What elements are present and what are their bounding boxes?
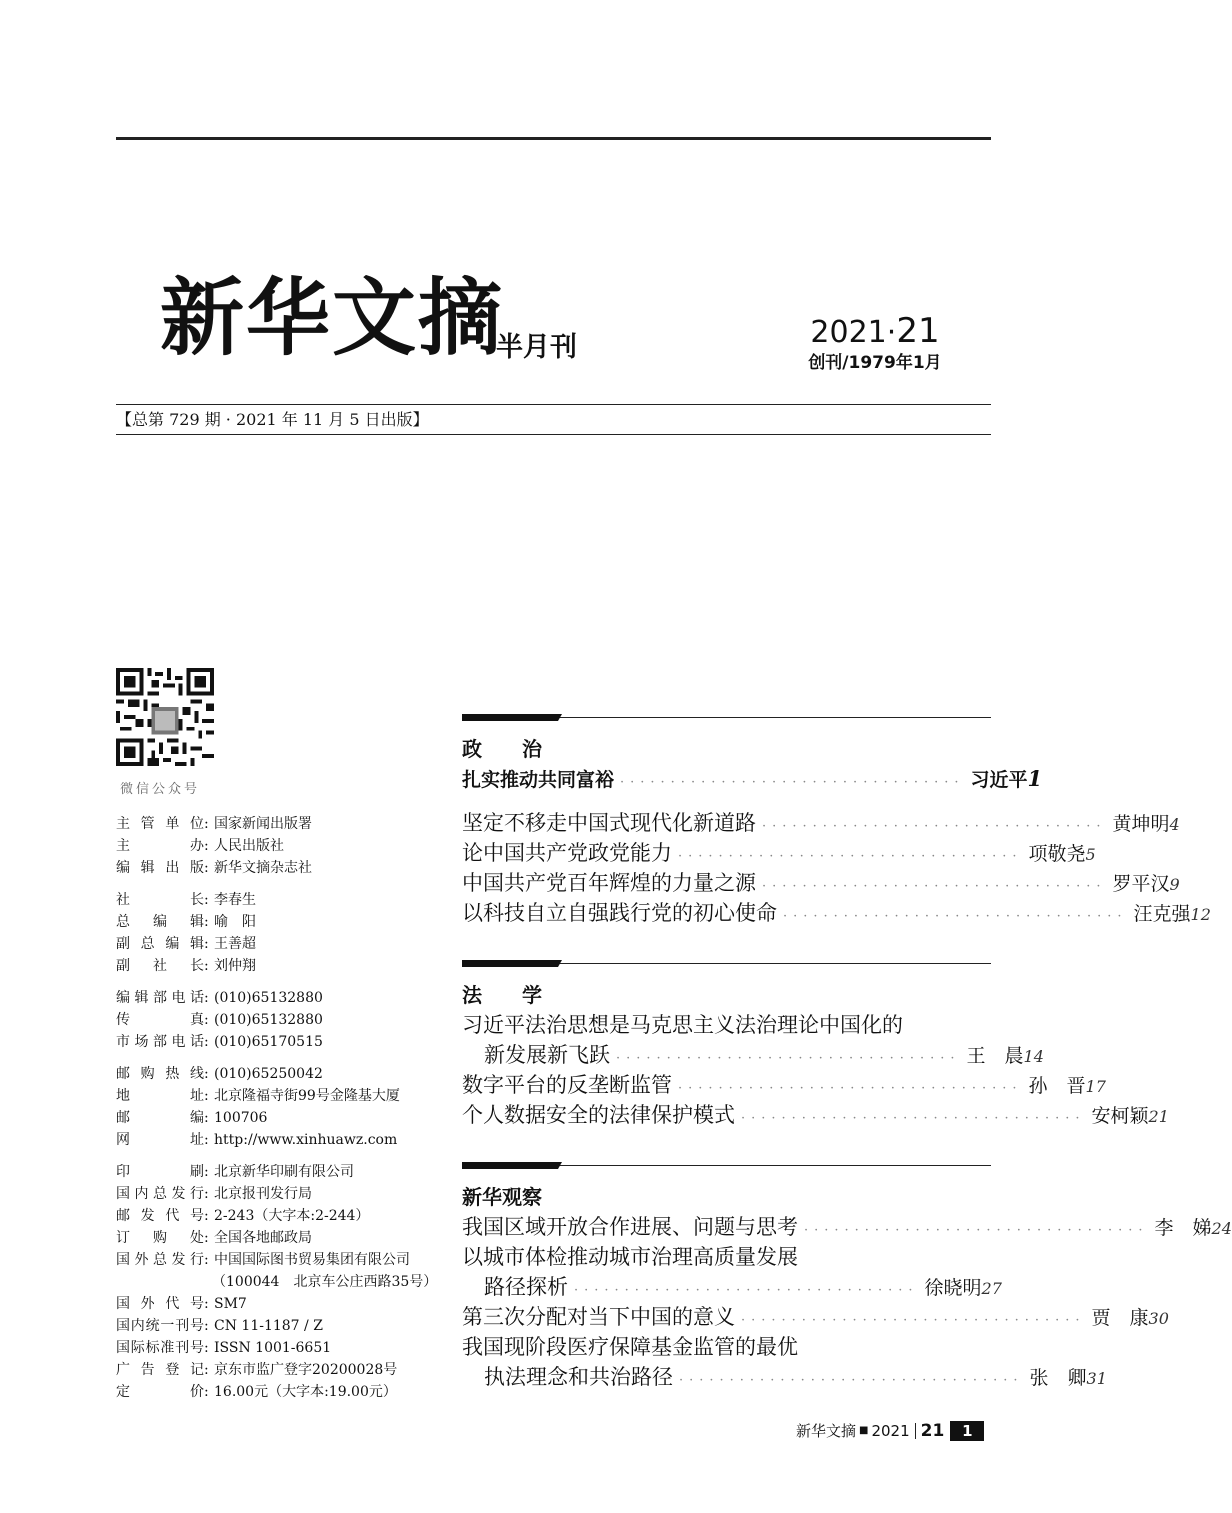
info-row <box>116 911 451 933</box>
qr-code-label: 微信公众号 <box>120 782 201 797</box>
info-row <box>116 1271 451 1293</box>
leader-dots: ·································· <box>678 1081 1023 1096</box>
leader-dots: ·································· <box>678 849 1023 864</box>
footer-volume: 21 <box>920 1421 945 1441</box>
entry-title-line[interactable]: 我国现阶段医疗保障基金监管的最优 <box>462 1335 798 1359</box>
info-colon: : <box>204 1384 209 1400</box>
info-row <box>116 857 451 879</box>
publication-info <box>116 813 451 1413</box>
info-colon: : <box>204 958 209 974</box>
issue-no: 21 <box>896 311 940 351</box>
entry-page: 21 <box>1148 1107 1169 1126</box>
info-colon: : <box>204 914 209 930</box>
footer-year: 2021 <box>871 1422 910 1440</box>
entry-title: 新发展新飞跃 <box>484 1043 610 1067</box>
info-value: 北京新华印刷有限公司 <box>214 1164 354 1180</box>
info-value: 北京隆福寺街99号金隆基大厦 <box>214 1088 400 1104</box>
footer-magazine-name: 新华文摘 <box>796 1422 857 1440</box>
toc-section-law <box>462 960 1169 1130</box>
info-label: 定价 <box>116 1384 204 1400</box>
entry-title: 执法理念和共治路径 <box>484 1365 673 1389</box>
info-value: (010)65132880 <box>214 1012 323 1028</box>
entry-author: 贾 康 <box>1091 1307 1149 1329</box>
info-row <box>116 889 451 911</box>
info-value: 中国国际图书贸易集团有限公司 <box>214 1252 410 1268</box>
entry-title: 坚定不移走中国式现代化新道路 <box>462 811 756 835</box>
section-heading: 法 学 <box>462 983 542 1007</box>
info-label: 编辑出版 <box>116 860 204 876</box>
entry-author: 孙 晋 <box>1028 1075 1086 1097</box>
info-colon: : <box>204 892 209 908</box>
entry-title: 第三次分配对当下中国的意义 <box>462 1305 735 1329</box>
entry-page: 12 <box>1190 905 1211 924</box>
info-group-phone <box>116 987 451 1053</box>
edition-line: 【总第 729 期 · 2021 年 11 月 5 日出版】 <box>116 410 429 429</box>
info-colon: : <box>204 1230 209 1246</box>
info-value: （100044 北京车公庄西路35号） <box>212 1274 438 1290</box>
info-row <box>116 955 451 977</box>
info-value: (010)65170515 <box>214 1034 323 1050</box>
toc-entry[interactable] <box>462 1040 1044 1070</box>
entry-page: 17 <box>1085 1077 1106 1096</box>
website-link[interactable]: http://www.xinhuawz.com <box>214 1132 398 1148</box>
leader-dots: ·································· <box>741 1111 1086 1126</box>
toc-entry[interactable] <box>462 898 1211 928</box>
info-label: 国外代号 <box>116 1296 204 1312</box>
info-label: 订购处 <box>116 1230 204 1246</box>
info-label: 广告登记 <box>116 1362 204 1378</box>
info-label: 国际标准刊号 <box>116 1340 204 1356</box>
info-row <box>116 1205 451 1227</box>
info-label: 市场部电话 <box>116 1034 204 1050</box>
entry-title: 中国共产党百年辉煌的力量之源 <box>462 871 756 895</box>
leader-dots: ·································· <box>620 775 965 790</box>
info-row <box>116 1063 451 1085</box>
info-group-distribution <box>116 1161 451 1403</box>
info-value: 刘仲翔 <box>214 958 256 974</box>
info-value: 16.00元（大字本:19.00元） <box>214 1384 397 1400</box>
info-label: 主办 <box>116 838 204 854</box>
section-bar <box>462 714 991 722</box>
info-row <box>116 1085 451 1107</box>
toc-entry[interactable] <box>462 838 1096 868</box>
info-label: 传真 <box>116 1012 204 1028</box>
entry-page: 30 <box>1148 1309 1169 1328</box>
info-row <box>116 1227 451 1249</box>
issue-block <box>790 312 960 374</box>
info-value: 人民出版社 <box>214 838 284 854</box>
entry-author: 习近平 <box>970 769 1028 791</box>
info-label: 邮编 <box>116 1110 204 1126</box>
entry-author: 王 晨 <box>966 1045 1024 1067</box>
info-row <box>116 1293 451 1315</box>
info-colon: : <box>204 1012 209 1028</box>
info-label: 邮发代号 <box>116 1208 204 1224</box>
info-colon: : <box>204 1340 209 1356</box>
leader-dots: ·································· <box>679 1373 1024 1388</box>
issue-year: 2021· <box>810 315 897 350</box>
magazine-title: 新华文摘 <box>160 269 505 367</box>
entry-author: 安柯颖 <box>1091 1105 1149 1127</box>
info-colon: : <box>204 860 209 876</box>
info-colon: : <box>204 838 209 854</box>
entry-title-line[interactable]: 习近平法治思想是马克思主义法治理论中国化的 <box>462 1013 903 1037</box>
info-colon: : <box>204 936 209 952</box>
info-colon: : <box>204 816 209 832</box>
section-heading: 新华观察 <box>462 1185 542 1209</box>
info-label: 国外总发行 <box>116 1252 204 1268</box>
toc-section-politics <box>462 714 1211 928</box>
info-label: 副社长 <box>116 958 204 974</box>
leader-dots: ·································· <box>574 1283 919 1298</box>
issue-number <box>790 312 960 352</box>
info-row <box>116 835 451 857</box>
top-rule <box>116 137 991 140</box>
toc-entry[interactable] <box>462 1362 1107 1392</box>
info-colon: : <box>204 1088 209 1104</box>
info-colon: : <box>204 1318 209 1334</box>
leader-dots: ·································· <box>762 819 1107 834</box>
info-colon: : <box>204 1252 209 1268</box>
section-bar <box>462 960 991 968</box>
qr-code-icon[interactable] <box>116 668 214 766</box>
leader-dots: ·································· <box>783 909 1128 924</box>
info-value: 全国各地邮政局 <box>214 1230 312 1246</box>
info-colon: : <box>204 1164 209 1180</box>
edition-rule-bottom <box>116 434 991 435</box>
info-row <box>116 1009 451 1031</box>
entry-title: 以科技自立自强践行党的初心使命 <box>462 901 777 925</box>
section-bar <box>462 1162 991 1170</box>
toc-entry-lead[interactable] <box>462 764 1043 794</box>
info-label: 社长 <box>116 892 204 908</box>
info-label: 国内总发行 <box>116 1186 204 1202</box>
leader-dots: ·································· <box>804 1223 1149 1238</box>
magazine-subtitle: 半月刊 <box>496 332 577 363</box>
info-group-publisher <box>116 813 451 879</box>
info-row <box>116 1107 451 1129</box>
info-row <box>116 987 451 1009</box>
entry-page: 27 <box>981 1279 1002 1298</box>
leader-dots: ·································· <box>741 1313 1086 1328</box>
spacer <box>462 1130 991 1162</box>
info-label: 地址 <box>116 1088 204 1104</box>
entry-author: 项敬尧 <box>1028 843 1086 865</box>
info-label: 编辑部电话 <box>116 990 204 1006</box>
toc-entry[interactable] <box>462 1212 1232 1242</box>
info-value: 王善超 <box>214 936 256 952</box>
page-footer <box>796 1420 984 1442</box>
info-value: 喻 阳 <box>214 914 256 930</box>
entry-title: 论中国共产党政党能力 <box>462 841 672 865</box>
entry-author: 李 娣 <box>1154 1217 1212 1239</box>
edition-rule-top <box>116 404 991 405</box>
info-value: CN 11-1187 / Z <box>214 1318 323 1334</box>
info-row <box>116 813 451 835</box>
toc-entry[interactable] <box>462 868 1180 898</box>
entry-title: 我国区域开放合作进展、问题与思考 <box>462 1215 798 1239</box>
toc-entry[interactable] <box>462 1272 1002 1302</box>
info-label: 副总编辑 <box>116 936 204 952</box>
info-colon: : <box>204 1186 209 1202</box>
info-row <box>116 1031 451 1053</box>
info-row <box>116 933 451 955</box>
leader-dots: ·································· <box>762 879 1107 894</box>
entry-author: 黄坤明 <box>1112 813 1170 835</box>
info-row <box>116 1359 451 1381</box>
info-row <box>116 1337 451 1359</box>
info-colon: : <box>204 1110 209 1126</box>
info-value: 100706 <box>214 1110 268 1126</box>
footer-square-icon: ■ <box>859 1425 869 1436</box>
info-value: ISSN 1001-6651 <box>214 1340 332 1356</box>
info-label: 主管单位 <box>116 816 204 832</box>
info-value: 新华文摘杂志社 <box>214 860 312 876</box>
table-of-contents <box>462 714 1232 1392</box>
info-value: 2-243（大字本:2-244） <box>214 1208 370 1224</box>
entry-page: 9 <box>1169 875 1180 894</box>
founded-date: 创刊/1979年1月 <box>808 353 942 373</box>
leader-dots: ·································· <box>616 1051 961 1066</box>
info-value: (010)65250042 <box>214 1066 323 1082</box>
entry-author: 张 卿 <box>1029 1367 1087 1389</box>
info-colon: : <box>204 1066 209 1082</box>
info-colon: : <box>204 1362 209 1378</box>
info-label: 网址 <box>116 1132 204 1148</box>
entry-page: 31 <box>1086 1369 1107 1388</box>
toc-entry[interactable] <box>462 1100 1169 1130</box>
info-colon: : <box>204 1132 209 1148</box>
info-group-address <box>116 1063 451 1151</box>
info-label: 印刷 <box>116 1164 204 1180</box>
info-row <box>116 1183 451 1205</box>
toc-entry[interactable] <box>462 1070 1106 1100</box>
section-heading: 政 治 <box>462 737 542 761</box>
entry-author: 罗平汉 <box>1112 873 1170 895</box>
entry-author: 徐晓明 <box>924 1277 982 1299</box>
info-value: 京东市监广登字20200028号 <box>214 1362 398 1378</box>
footer-divider <box>915 1423 916 1439</box>
info-value: SM7 <box>214 1296 247 1312</box>
info-value: (010)65132880 <box>214 990 323 1006</box>
info-row <box>116 1129 451 1151</box>
info-row <box>116 1315 451 1337</box>
info-row <box>116 1161 451 1183</box>
entry-title: 扎实推动共同富裕 <box>462 769 615 791</box>
info-label: 国内统一刊号 <box>116 1318 204 1334</box>
footer-page-number: 1 <box>950 1421 984 1441</box>
entry-title: 个人数据安全的法律保护模式 <box>462 1103 735 1127</box>
info-value: 李春生 <box>214 892 256 908</box>
info-group-staff <box>116 889 451 977</box>
entry-title: 路径探析 <box>484 1275 568 1299</box>
toc-entry[interactable] <box>462 1302 1169 1332</box>
entry-title: 数字平台的反垄断监管 <box>462 1073 672 1097</box>
info-row <box>116 1249 451 1271</box>
info-row <box>116 1381 451 1403</box>
entry-page: 5 <box>1085 845 1096 864</box>
info-colon: : <box>204 990 209 1006</box>
info-label: 总编辑 <box>116 914 204 930</box>
toc-section-observe <box>462 1162 1232 1392</box>
entry-page: 4 <box>1169 815 1180 834</box>
entry-page: 24 <box>1211 1219 1232 1238</box>
entry-title-line[interactable]: 以城市体检推动城市治理高质量发展 <box>462 1245 798 1269</box>
info-label: 邮购热线 <box>116 1066 204 1082</box>
toc-entry[interactable] <box>462 808 1180 838</box>
entry-author: 汪克强 <box>1133 903 1191 925</box>
info-value: 北京报刊发行局 <box>214 1186 312 1202</box>
entry-page: 14 <box>1023 1047 1044 1066</box>
info-colon: : <box>204 1208 209 1224</box>
info-value: 国家新闻出版署 <box>214 816 312 832</box>
spacer <box>462 928 991 960</box>
entry-page: 1 <box>1027 766 1043 791</box>
info-colon: : <box>204 1296 209 1312</box>
info-colon: : <box>204 1034 209 1050</box>
